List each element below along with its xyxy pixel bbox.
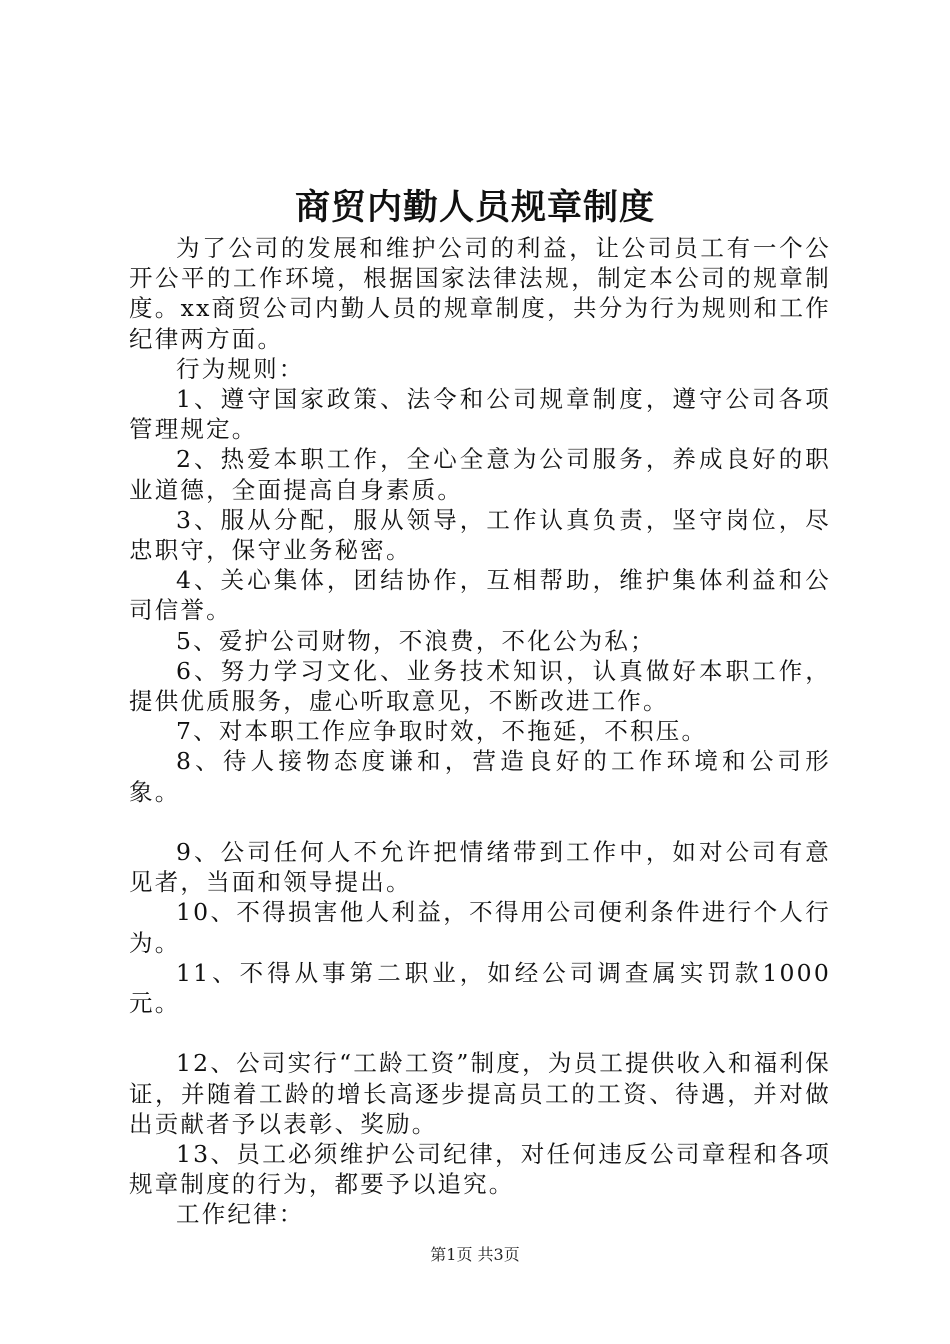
page-number-footer: 第1页 共3页	[430, 1245, 520, 1264]
section-heading-behavior: 行为规则：	[176, 354, 305, 383]
rule-item-4: 4、关心集体，团结协作，互相帮助，维护集体利益和公司信誉。	[129, 566, 831, 625]
rule-item-12: 12、公司实行“工龄工资”制度，为员工提供收入和福利保证，并随着工龄的增长高逐步提高员工的工资、待遇，并对做出贡献者予以表彰、奖励。	[129, 1049, 831, 1138]
document-body	[129, 233, 831, 1230]
rule-item-6: 6、努力学习文化、业务技术知识，认真做好本职工作，提供优质服务，虚心听取意见，不断改进工作。	[129, 656, 831, 716]
rule-item-1: 1、遵守国家政策、法令和公司规章制度，遵守公司各项管理规定。	[129, 385, 831, 444]
rule-item-8: 8、待人接物态度谦和，营造良好的工作环境和公司形象。	[129, 747, 831, 806]
document-title: 商贸内勤人员规章制度	[294, 187, 655, 228]
rule-item-13: 13、员工必须维护公司纪律，对任何违反公司章程和各项规章制度的行为，都要予以追究。	[129, 1140, 831, 1199]
blank-line	[129, 807, 831, 837]
rule-item-9: 9、公司任何人不允许把情绪带到工作中，如对公司有意见者，当面和领导提出。	[129, 838, 831, 897]
rule-item-2: 2、热爱本职工作，全心全意为公司服务，养成良好的职业道德，全面提高自身素质。	[129, 445, 831, 504]
rule-item-7: 7、对本职工作应争取时效，不拖延，不积压。	[176, 717, 708, 746]
rule-item-10: 10、不得损害他人利益，不得用公司便利条件进行个人行为。	[129, 898, 831, 957]
intro-paragraph: 为了公司的发展和维护公司的利益，让公司员工有一个公开公平的工作环境，根据国家法律法规，制定本公司的规章制度。xx商贸公司内勤人员的规章制度，共分为行为规则和工作纪律两方面。	[129, 234, 831, 353]
rule-item-11: 11、不得从事第二职业，如经公司调查属实罚款1000元。	[129, 958, 831, 1018]
section-heading-discipline: 工作纪律：	[176, 1200, 305, 1229]
rule-item-5: 5、爱护公司财物，不浪费，不化公为私；	[176, 626, 656, 655]
blank-line	[129, 1018, 831, 1048]
rule-item-3: 3、服从分配，服从领导，工作认真负责，坚守岗位，尽忠职守，保守业务秘密。	[129, 505, 831, 565]
